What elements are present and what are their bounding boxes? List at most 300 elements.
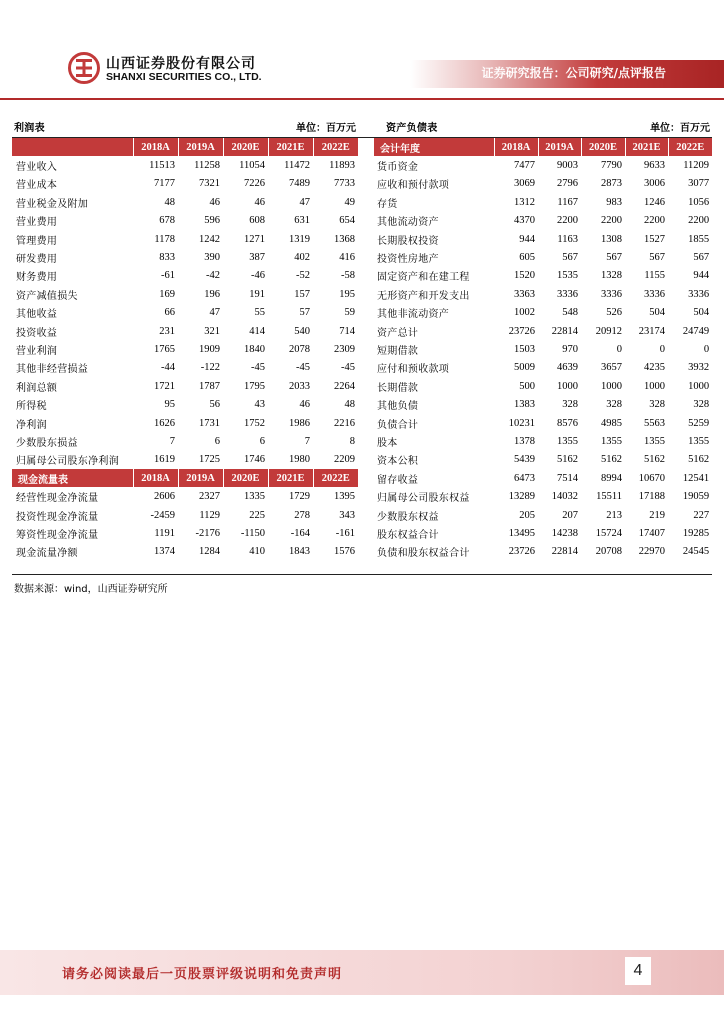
page-number: 4 [625, 957, 651, 985]
row-label: 其他收益 [16, 309, 58, 321]
row-value: 1000 [688, 380, 710, 392]
row-value: 7177 [154, 178, 175, 190]
row-value: 66 [164, 307, 175, 319]
row-value: 20708 [595, 546, 623, 558]
row-value: 1002 [514, 307, 535, 319]
row-label: 营业费用 [16, 217, 58, 229]
row-value: 196 [204, 288, 220, 300]
row-value: 195 [339, 288, 356, 300]
row-value: 11893 [329, 160, 356, 172]
row-value: 9003 [557, 160, 579, 172]
row-value: 567 [562, 252, 579, 264]
row-value: 11054 [239, 160, 265, 172]
row-value: 7733 [334, 178, 356, 190]
income-statement-table [12, 114, 358, 561]
income-title: 利润表 [14, 122, 45, 134]
row-value: 3932 [688, 362, 710, 374]
year-header: 2021E [268, 469, 313, 487]
table-row [12, 524, 358, 542]
row-label: 股本 [377, 437, 398, 449]
row-value: 1355 [557, 435, 579, 447]
row-value: 1626 [154, 417, 175, 429]
row-value: 7 [304, 435, 310, 447]
row-value: 3069 [514, 178, 535, 190]
row-value: 504 [693, 307, 710, 319]
table-row [374, 469, 712, 487]
row-value: -45 [341, 362, 356, 374]
row-value: 19285 [682, 527, 710, 539]
table-row [12, 451, 358, 469]
table-row [12, 395, 358, 413]
table-row [374, 156, 712, 174]
row-value: 526 [606, 307, 623, 319]
row-label: 投资性房地产 [377, 254, 439, 266]
row-value: 7790 [601, 160, 623, 172]
row-label: 固定资产和在建工程 [377, 272, 470, 284]
row-value: 56 [209, 399, 220, 411]
row-value: 0 [616, 343, 623, 355]
row-value: 2873 [601, 178, 623, 190]
row-label: 其他负债 [377, 401, 419, 413]
row-value: 2606 [154, 491, 175, 503]
row-value: -164 [290, 527, 310, 539]
row-value: 1167 [557, 196, 579, 208]
row-label: 长期借款 [377, 382, 419, 394]
row-value: 1335 [244, 491, 265, 503]
row-value: 7321 [199, 178, 220, 190]
row-value: 23726 [508, 546, 535, 558]
row-label: 归属母公司股东净利润 [16, 456, 119, 468]
footer-disclaimer: 请务必阅读最后一页股票评级说明和免责声明 [62, 967, 343, 982]
table-row [374, 451, 712, 469]
year-header: 2018A [133, 469, 178, 487]
row-value: 328 [649, 399, 666, 411]
row-value: 1619 [154, 454, 175, 466]
row-label: 营业税金及附加 [16, 198, 89, 210]
row-value: 1000 [644, 380, 666, 392]
row-value: 13495 [508, 527, 535, 539]
row-value: 1752 [244, 417, 265, 429]
row-value: 231 [159, 325, 175, 337]
row-value: 567 [649, 252, 666, 264]
table-row [12, 212, 358, 230]
row-value: 57 [299, 307, 310, 319]
row-value: 2309 [334, 343, 356, 355]
table-row [12, 377, 358, 395]
row-value: 2796 [557, 178, 579, 190]
row-value: 1328 [601, 270, 623, 282]
row-value: 7 [169, 435, 175, 447]
row-value: 1843 [289, 546, 310, 558]
row-value: 1308 [601, 233, 623, 245]
row-value: 1355 [688, 435, 710, 447]
row-value: 1787 [199, 380, 220, 392]
income-title-row [12, 114, 358, 138]
row-value: 11258 [194, 160, 220, 172]
row-value: 540 [294, 325, 310, 337]
row-value: 1576 [334, 546, 356, 558]
row-label: 归属母公司股东权益 [377, 493, 470, 505]
row-value: 11513 [149, 160, 175, 172]
row-value: 3077 [688, 178, 710, 190]
row-value: 22814 [551, 546, 579, 558]
row-value: 3657 [601, 362, 623, 374]
row-value: 10231 [508, 417, 535, 429]
row-value: 970 [562, 343, 579, 355]
table-row [374, 487, 712, 505]
row-value: 43 [254, 399, 265, 411]
data-source-note: 数据来源：wind，山西证券研究所 [14, 584, 168, 595]
row-value: 23174 [638, 325, 666, 337]
row-value: 1378 [514, 435, 535, 447]
row-label: 短期借款 [377, 345, 419, 357]
table-row [374, 543, 712, 561]
row-label: 负债和股东权益合计 [377, 548, 470, 560]
row-value: 1520 [514, 270, 535, 282]
row-value: 2216 [334, 417, 356, 429]
table-row [374, 285, 712, 303]
row-value: 5563 [644, 417, 666, 429]
row-value: 1527 [644, 233, 666, 245]
row-value: 504 [649, 307, 666, 319]
table-row [374, 230, 712, 248]
table-row [374, 267, 712, 285]
row-value: 5009 [514, 362, 535, 374]
row-value: 1319 [289, 233, 310, 245]
row-value: 191 [249, 288, 265, 300]
table-row [374, 432, 712, 450]
row-value: 1729 [289, 491, 310, 503]
row-value: 48 [344, 399, 356, 411]
table-row [12, 414, 358, 432]
row-value: 1246 [644, 196, 666, 208]
report-type-label: 证券研究报告：公司研究/点评报告 [481, 66, 666, 80]
row-value: 14238 [551, 527, 579, 539]
row-value: -45 [296, 362, 310, 374]
row-value: 15724 [595, 527, 623, 539]
row-value: 1056 [688, 196, 710, 208]
row-value: 7489 [289, 178, 310, 190]
row-value: 278 [294, 509, 310, 521]
row-value: 596 [204, 215, 220, 227]
row-value: 11209 [683, 160, 710, 172]
row-value: 1980 [289, 454, 310, 466]
table-row [12, 506, 358, 524]
row-value: 678 [159, 215, 175, 227]
row-label: 存货 [377, 198, 398, 210]
table-row [12, 487, 358, 505]
table-row [12, 543, 358, 561]
year-header: 2018A [133, 138, 178, 156]
row-value: 1731 [199, 417, 220, 429]
table-row [374, 524, 712, 542]
table-row [374, 322, 712, 340]
row-label: 无形资产和开发支出 [377, 290, 470, 302]
row-label: 经营性现金净流量 [16, 493, 99, 505]
row-value: 8 [349, 435, 356, 447]
row-label: 营业利润 [16, 345, 58, 357]
row-value: 7477 [514, 160, 535, 172]
row-value: 219 [649, 509, 666, 521]
table-row [12, 285, 358, 303]
table-row [374, 248, 712, 266]
row-value: 95 [164, 399, 175, 411]
row-value: 2200 [557, 215, 579, 227]
row-label: 留存收益 [377, 474, 419, 486]
row-value: 11472 [284, 160, 310, 172]
row-label: 利润总额 [16, 382, 58, 394]
row-label: 其他非流动资产 [377, 309, 450, 321]
row-value: 5162 [688, 454, 710, 466]
row-value: 14032 [551, 491, 579, 503]
table-row [12, 267, 358, 285]
income-header-row [12, 138, 358, 156]
table-row [374, 359, 712, 377]
company-logo-icon [68, 52, 100, 84]
row-value: 1368 [334, 233, 356, 245]
row-value: 390 [204, 252, 220, 264]
row-value: 3336 [601, 288, 623, 300]
row-value: 227 [693, 509, 710, 521]
row-label: 投资收益 [16, 327, 58, 339]
row-value: 19059 [682, 491, 710, 503]
row-value: 17188 [638, 491, 666, 503]
row-value: 1395 [334, 491, 356, 503]
balance-title: 资产负债表 [386, 122, 438, 134]
row-value: 328 [606, 399, 623, 411]
row-value: -1150 [240, 527, 265, 539]
year-header: 2022E [313, 138, 358, 156]
row-value: 55 [254, 307, 265, 319]
row-value: 24545 [682, 546, 710, 558]
table-row [12, 432, 358, 450]
row-label: 少数股东权益 [377, 511, 439, 523]
row-value: 1284 [199, 546, 220, 558]
row-value: 983 [606, 196, 623, 208]
row-value: 402 [294, 252, 310, 264]
company-name-en: SHANXI SECURITIES CO., LTD. [106, 71, 262, 83]
row-label: 资本公积 [377, 456, 419, 468]
row-value: 9633 [644, 160, 666, 172]
row-label: 其他非经营损益 [16, 364, 89, 376]
table-bottom-rule [12, 574, 712, 575]
table-row [12, 322, 358, 340]
row-value: 944 [519, 233, 535, 245]
year-header: 2022E [313, 469, 358, 487]
row-label: 资产减值损失 [16, 290, 78, 302]
row-value: 17407 [638, 527, 666, 539]
row-value: 13289 [508, 491, 535, 503]
year-header: 2020E [223, 138, 268, 156]
row-label: 研发费用 [16, 254, 58, 266]
row-value: 5259 [688, 417, 710, 429]
row-value: 2200 [644, 215, 666, 227]
row-value: 1374 [154, 546, 175, 558]
balance-title-row [374, 114, 712, 138]
row-value: 8994 [601, 472, 623, 484]
row-value: 500 [519, 380, 535, 392]
row-value: 343 [339, 509, 356, 521]
row-value: 48 [164, 196, 175, 208]
table-row [12, 304, 358, 322]
row-value: 12541 [682, 472, 710, 484]
row-value: 6473 [514, 472, 535, 484]
table-row [12, 230, 358, 248]
table-row [12, 248, 358, 266]
row-value: 328 [562, 399, 579, 411]
table-row [12, 193, 358, 211]
row-value: 1271 [244, 233, 265, 245]
row-value: 1795 [244, 380, 265, 392]
balance-sheet-table [374, 114, 712, 561]
row-value: 2200 [601, 215, 623, 227]
row-value: 49 [344, 196, 356, 208]
income-unit: 单位：百万元 [296, 122, 357, 134]
row-label: 货币资金 [377, 162, 419, 174]
row-value: 169 [159, 288, 175, 300]
row-value: 207 [562, 509, 579, 521]
row-value: 4639 [557, 362, 579, 374]
row-value: 1191 [154, 527, 175, 539]
row-value: 410 [249, 546, 265, 558]
year-header: 2021E [268, 138, 313, 156]
row-value: 20912 [595, 325, 623, 337]
row-value: 46 [254, 196, 265, 208]
row-value: 1535 [557, 270, 579, 282]
row-value: 1986 [289, 417, 310, 429]
row-value: 8576 [557, 417, 579, 429]
row-value: 0 [703, 343, 710, 355]
year-header: 2019A [178, 469, 223, 487]
row-value: 2264 [334, 380, 356, 392]
row-value: 3363 [514, 288, 535, 300]
balance-unit: 单位：百万元 [650, 122, 711, 134]
row-value: 5162 [601, 454, 623, 466]
row-value: 22814 [551, 325, 579, 337]
year-header: 2022E [668, 138, 712, 156]
table-row [374, 414, 712, 432]
table-row [374, 193, 712, 211]
row-label: 股东权益合计 [377, 529, 439, 541]
row-value: 47 [209, 307, 220, 319]
row-value: 833 [159, 252, 175, 264]
row-value: 1503 [514, 343, 535, 355]
row-value: 1155 [644, 270, 666, 282]
row-label: 管理费用 [16, 235, 58, 247]
row-value: 1855 [688, 233, 710, 245]
table-row [12, 340, 358, 358]
row-label: 净利润 [16, 419, 47, 431]
row-value: -45 [251, 362, 265, 374]
year-header: 2021E [625, 138, 668, 156]
row-value: 321 [204, 325, 220, 337]
row-value: 1355 [644, 435, 666, 447]
row-value: 1721 [154, 380, 175, 392]
row-value: 567 [606, 252, 623, 264]
year-header: 2019A [178, 138, 223, 156]
row-value: 2078 [289, 343, 310, 355]
row-value: 1746 [244, 454, 265, 466]
row-label: 长期股权投资 [377, 235, 439, 247]
cashflow-header-row [12, 469, 358, 487]
row-value: -52 [296, 270, 310, 282]
row-value: 654 [339, 215, 356, 227]
company-name-cn: 山西证券股份有限公司 [106, 56, 256, 72]
row-value: 1163 [557, 233, 579, 245]
row-value: 944 [693, 270, 710, 282]
row-label: 营业收入 [16, 162, 58, 174]
row-label: 营业成本 [16, 180, 58, 192]
row-value: 1312 [514, 196, 535, 208]
row-value: 714 [339, 325, 356, 337]
table-row [374, 340, 712, 358]
row-value: 15511 [596, 491, 623, 503]
table-row [374, 377, 712, 395]
row-value: -44 [161, 362, 175, 374]
year-header: 2020E [581, 138, 625, 156]
year-header: 2018A [494, 138, 538, 156]
row-value: 1355 [601, 435, 623, 447]
row-value: 5162 [557, 454, 579, 466]
table-row [12, 359, 358, 377]
row-value: 59 [344, 307, 356, 319]
row-value: 10670 [638, 472, 666, 484]
row-value: 567 [693, 252, 710, 264]
row-value: 3336 [557, 288, 579, 300]
row-label: 应付和预收款项 [377, 364, 450, 376]
row-value: 23726 [508, 325, 535, 337]
row-label: 其他流动资产 [377, 217, 439, 229]
row-value: 5439 [514, 454, 535, 466]
row-value: 2033 [289, 380, 310, 392]
row-value: 7514 [557, 472, 579, 484]
row-value: 4235 [644, 362, 666, 374]
row-value: 2327 [199, 491, 220, 503]
row-value: 213 [606, 509, 623, 521]
row-value: 548 [562, 307, 579, 319]
row-value: -122 [200, 362, 220, 374]
row-value: 1725 [199, 454, 220, 466]
table-row [12, 156, 358, 174]
row-value: 4370 [514, 215, 535, 227]
year-header: 2020E [223, 469, 268, 487]
row-value: 3336 [688, 288, 710, 300]
row-label: 资产总计 [377, 327, 419, 339]
row-value: 1000 [557, 380, 579, 392]
row-value: 2200 [688, 215, 710, 227]
row-value: 0 [659, 343, 666, 355]
row-value: 631 [294, 215, 310, 227]
row-value: 47 [299, 196, 310, 208]
row-value: 5162 [644, 454, 666, 466]
row-value: 1242 [199, 233, 220, 245]
row-value: -2176 [195, 527, 220, 539]
row-value: 7226 [244, 178, 265, 190]
row-value: 1765 [154, 343, 175, 355]
balance-header-row [374, 138, 712, 156]
row-value: 6 [259, 435, 265, 447]
row-label: 应收和预付款项 [377, 180, 450, 192]
table-row [12, 175, 358, 193]
row-value: 605 [519, 252, 535, 264]
row-value: 3336 [644, 288, 666, 300]
table-row [374, 395, 712, 413]
row-value: 1129 [199, 509, 220, 521]
table-top-rule [12, 137, 712, 138]
row-value: -161 [335, 527, 356, 539]
row-value: 3006 [644, 178, 666, 190]
table-row [374, 212, 712, 230]
